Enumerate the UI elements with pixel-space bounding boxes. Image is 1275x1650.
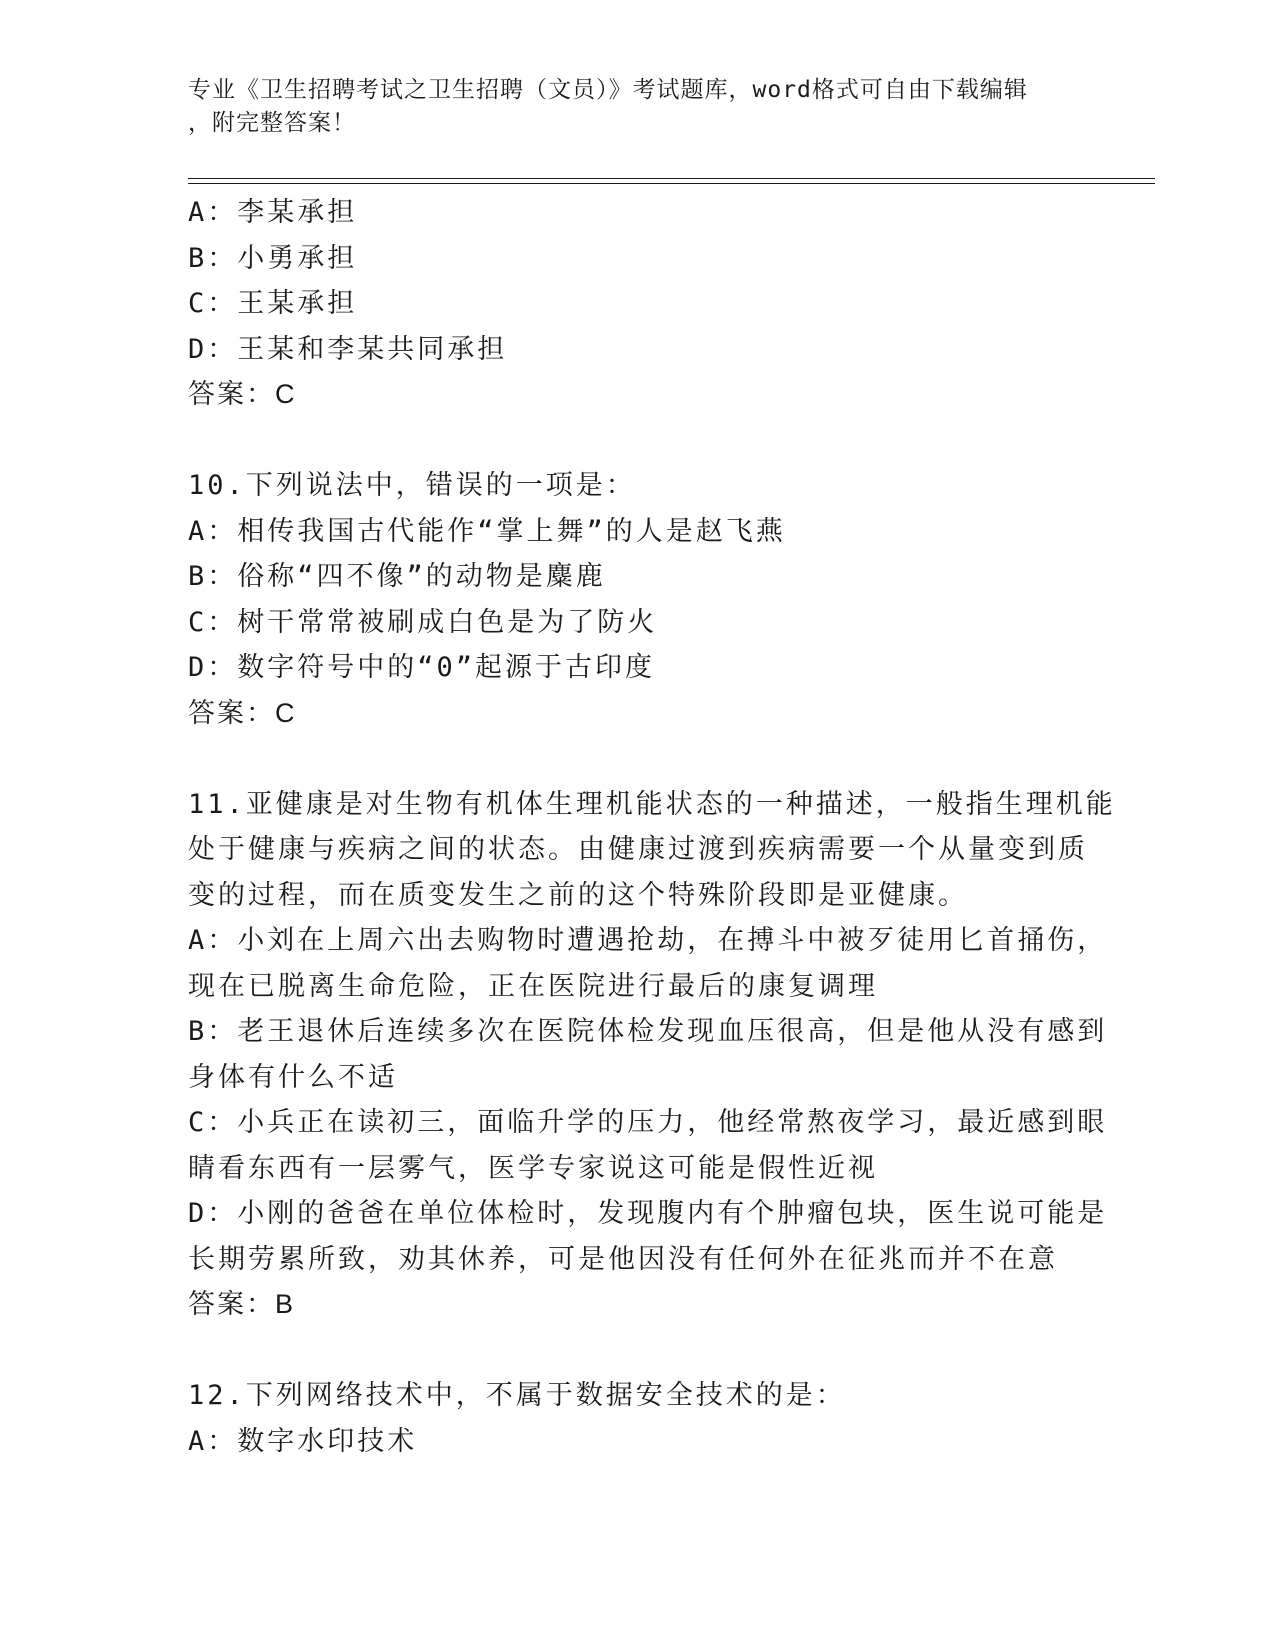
option-a: A：相传我国古代能作“掌上舞”的人是赵飞燕 <box>188 515 786 547</box>
question-10-block <box>188 463 1088 736</box>
option-a: A：数字水印技术 <box>188 1425 418 1457</box>
option-b: B：小勇承担 <box>188 242 358 274</box>
option-a: A：李某承担 <box>188 197 358 228</box>
question-11-block <box>188 782 1116 1328</box>
option-a: A：小刘在上周六出去购物时遭遇抢劫，在搏斗中被歹徒用匕首捅伤， <box>188 925 1108 956</box>
option-c: C：小兵正在读初三，面临升学的压力，他经常熬夜学习，最近感到眼 <box>188 1107 1108 1138</box>
option-a-continued: 现在已脱离生命危险，正在医院进行最后的康复调理 <box>188 970 878 1002</box>
option-c-continued: 睛看东西有一层雾气，医学专家说这可能是假性近视 <box>188 1152 878 1184</box>
spacer <box>188 418 1088 464</box>
question-text: 10.下列说法中，错误的一项是： <box>188 470 636 501</box>
header-divider-bottom <box>188 183 1155 184</box>
option-d-continued: 长期劳累所致，劝其休养，可是他因没有任何外在征兆而并不在意 <box>188 1243 1058 1275</box>
option-d: D：王某和李某共同承担 <box>188 333 508 365</box>
question-text-line: 11.亚健康是对生物有机体生理机能状态的一种描述，一般指生理机能 <box>188 788 1116 820</box>
question-text: 12.下列网络技术中，不属于数据安全技术的是： <box>188 1380 846 1411</box>
answer-line: 答案：C <box>188 697 297 728</box>
header-line-2: ，附完整答案！ <box>188 110 356 136</box>
header-line-1: 专业《卫生招聘考试之卫生招聘（文员）》考试题库，word格式可自由下载编辑 <box>188 77 1028 103</box>
header-divider-top <box>188 178 1155 179</box>
question-text-line: 处于健康与疾病之间的状态。由健康过渡到疾病需要一个从量变到质 <box>188 834 1088 865</box>
option-c: C：王某承担 <box>188 288 358 319</box>
document-header <box>188 74 1068 140</box>
option-d: D：数字符号中的“0”起源于古印度 <box>188 652 656 683</box>
spacer <box>188 1328 1088 1374</box>
question-9-block <box>188 190 1088 418</box>
option-c: C：树干常常被刷成白色是为了防火 <box>188 606 658 638</box>
document-body <box>188 190 1116 1464</box>
option-b: B：俗称“四不像”的动物是麋鹿 <box>188 561 606 592</box>
option-b-continued: 身体有什么不适 <box>188 1061 398 1093</box>
spacer <box>188 736 1088 782</box>
option-d: D：小刚的爸爸在单位体检时，发现腹内有个肿瘤包块，医生说可能是 <box>188 1198 1108 1229</box>
question-12-block <box>188 1373 1088 1464</box>
question-text-line: 变的过程，而在质变发生之前的这个特殊阶段即是亚健康。 <box>188 879 968 911</box>
option-b: B：老王退休后连续多次在医院体检发现血压很高，但是他从没有感到 <box>188 1016 1108 1047</box>
answer-line: 答案：B <box>188 1289 296 1319</box>
answer-line: 答案：C <box>188 379 297 409</box>
